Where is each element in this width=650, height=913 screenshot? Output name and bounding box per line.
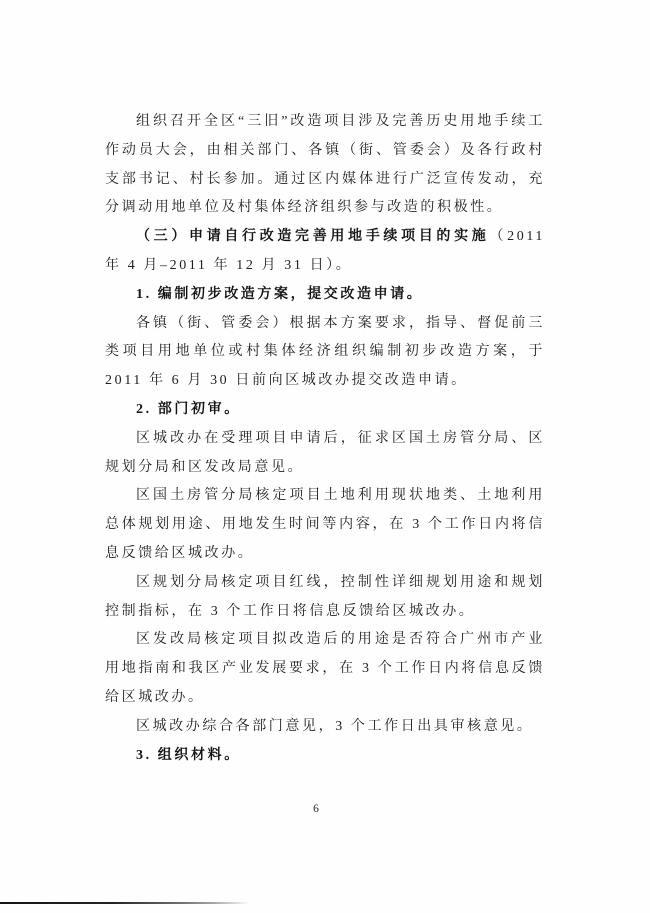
section-heading [105,223,545,281]
document-content [105,108,545,770]
step-2-paragraph: 区发改局核定项目拟改造后的用途是否符合广州市产业用地指南和我区产业发展要求，在 3 个工作日内将信息反馈给区城改办。 [105,632,545,705]
step-2-paragraph: 区城改办综合各部门意见，3 个工作日出具审核意见。 [136,718,534,734]
step-1-title: 1. 编制初步改造方案，提交改造申请。 [136,286,424,302]
step-1-paragraph: 各镇（街、管委会）根据本方案要求，指导、督促前三类项目用地单位或村集体经济组织编制初步改造方案，于 2011 年 6 月 30 日前向区城改办提交改造申请。 [105,315,545,389]
page-number: 6 [313,803,319,815]
intro-paragraph: 组织召开全区“三旧”改造项目涉及完善历史用地手续工作动员大会，由相关部门、各镇（街、管委会）及各行政村支部书记、村长参加。通过区内媒体进行广泛宣传发动，充分调动用地单位及村集体经济组织参与改造的积极性。 [105,114,545,216]
step-2-paragraph: 区国土房管分局核定项目土地利用现状地类、土地利用总体规划用途、用地发生时间等内容，在 3 个工作日内将信息反馈给区城改办。 [105,488,545,561]
step-2-paragraph: 区规划分局核定项目红线，控制性详细规划用途和规划控制指标，在 3 个工作日将信息反馈给区城改办。 [105,574,545,619]
section-heading-title: （三）申请自行改造完善用地手续项目的实施 [136,229,490,245]
section-heading-date: （2011 年 4 月–2011 年 12 月 31 日）。 [105,229,546,273]
step-3-title: 3. 组织材料。 [136,747,241,763]
step-2-paragraph: 区城改办在受理项目申请后，征求区国土房管分局、区规划分局和区发改局意见。 [105,430,545,475]
scan-artifact-line [0,902,250,904]
step-2-title: 2. 部门初审。 [136,401,241,417]
